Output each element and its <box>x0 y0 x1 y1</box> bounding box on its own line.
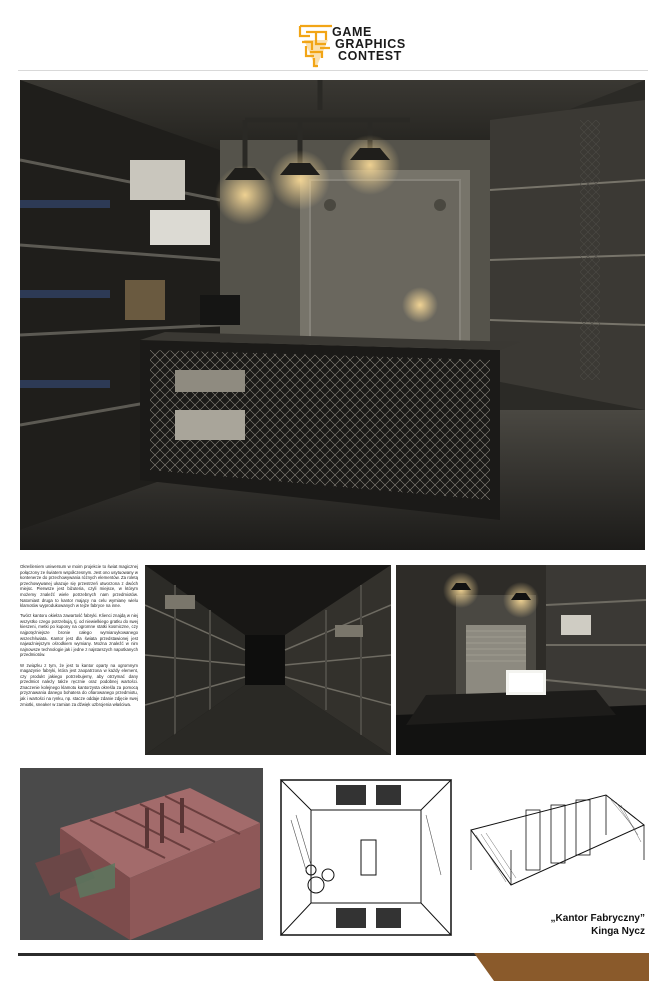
floor-plan-sketch-image <box>276 775 456 940</box>
3d-blockout-image <box>20 768 263 940</box>
logo-line-2: GRAPHICS <box>335 37 406 51</box>
maze-logo-icon <box>296 22 336 72</box>
project-description <box>20 564 138 712</box>
footer-divider <box>18 953 480 956</box>
description-paragraph: Określeniem uniwersum w moim projekcie to świat magicznej połączony ze światem współczesnym. Jest ono usytuowany w kontenerze do przechowywania różnych elementów. Za roletą przechowywanej ukazuje się przestrzeń utworzona z dwóch miejsc. Pierwsze jest biżuteria, czyli miejsce, w którym możemy znaleźć wiele potrzebnych nam przedmiotów. Natomiast druga to kantor mający na celu wymianę wielu klamotów wyprodukowanych w tejże fabryce na inne. <box>20 564 138 609</box>
header-divider <box>18 70 648 71</box>
logo-line-3: CONTEST <box>338 49 402 63</box>
corridor-render-image <box>145 565 391 755</box>
project-title: „Kantor Fabryczny” <box>550 913 645 924</box>
contest-logo <box>296 18 426 76</box>
shop-interior-render-image <box>396 565 646 755</box>
footer-accent-shape <box>474 953 649 981</box>
description-paragraph: Twórz kantoru okiełza zawartość fabryki. Klienci znajdą w niej wszystko czego potrzebują, tj. od niewielkiego gratku do swej kieszeni, metki po kupony na ogromne statki kosmiczne, czy najpotężniejsze bronie całego wymiaruykowanego wszechświata. Kantor jest dla świata przedstawionej jest najważniejszym ośrodkiem wymiany. Można znaleźć w nim najnowsze technologie jak i jedne z najstarszych napotkanych przedmiotów. <box>20 613 138 658</box>
project-credit <box>551 912 645 938</box>
main-render-image <box>20 80 645 550</box>
logo-line-1: GAME <box>332 25 372 39</box>
perspective-sketch-image <box>466 790 646 900</box>
author-name: Kinga Nycz <box>591 926 645 937</box>
logo-wordmark <box>332 26 406 62</box>
description-paragraph: W związku z tym, że jest to kantor oparty na ogromnym magazynie fabryki, która jest zaopatrzona w każdy element, czy produkt jakiego potrzebujemy, aby otrzymać dany przedmiot należy także ręcznie oraz podobnej wartości. Znaczenie kolejnego klamotu kantorzysta określa za pomocą przyznawania danego bohatera do ofiarowanego przedmiotu, jak i wartości na rynku, np. stacze oddaje zdanie zdjęcie swej zmiotki, sneaker w zamian za dźwięk uzbrojenia właściwa. <box>20 662 138 707</box>
